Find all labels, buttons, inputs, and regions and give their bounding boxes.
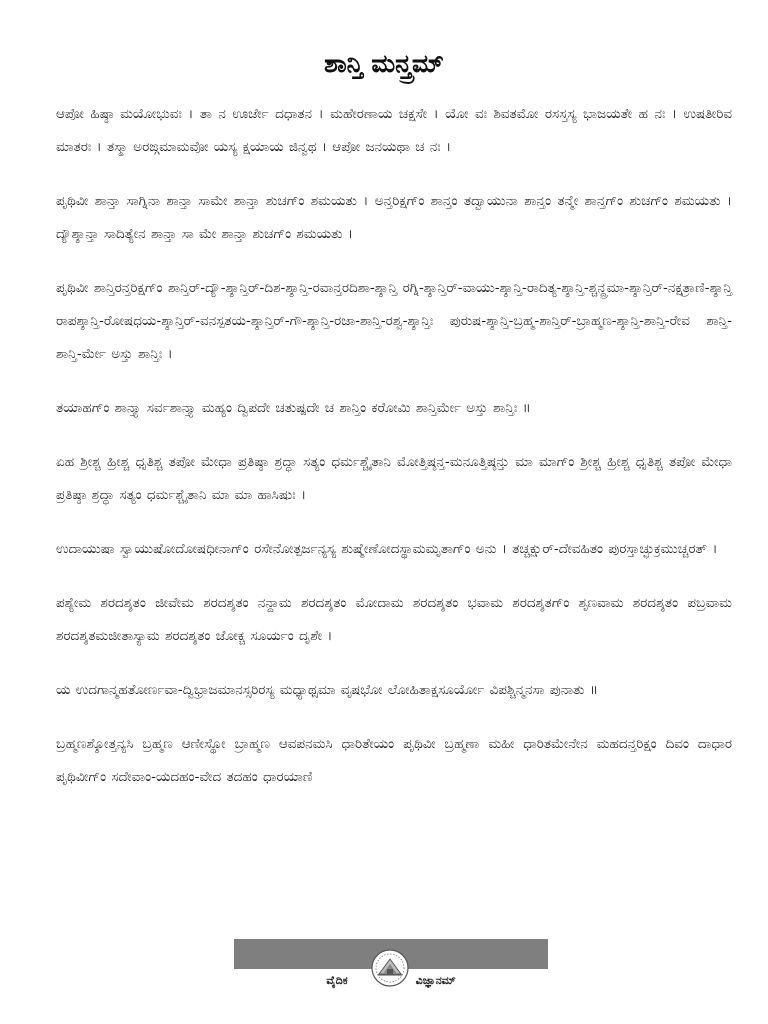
verse-1: ಆಪೋ ಹಿಷ್ಠಾ ಮಯೋಭುವಃ । ತಾ ನ ಊರ್ಜೇ ದಧಾತನ । ಮಹೇರಣಾಯ ಚಕ್ಷಸೇ । ಯೋ ವಃ ಶಿವತಮೋ ರಸಸ್ತಸ್ಯ ಭಾಜಯತೇ ಹ ನಃ । ಉಷತೀರಿವ ಮಾತರಃ । ತಸ್ಮಾ ಅರಙ್ಗಮಾಮವೋ ಯಸ್ಯ ಕ್ಷಯಾಯ ಜಿನ್ವಥ । ಆಪೋ ಜನಯಥಾ ಚ ನಃ । (56, 106, 732, 155)
verse-4: ತಯಾಹಗ್‍ಂ ಶಾನ್ತ್ಯಾ ಸರ್ವಶಾನ್ತ್ಯಾ ಮಹ್ಯಂ ದ್ವಿಪದೇ ಚತುಷ್ಪದೇ ಚ ಶಾನ್ತಿಂ ಕರೋಮಿ ಶಾನ್ತಿರ್ಮೇ ಅಸ್ತು ಶಾನ್ತಿಃ ॥ (56, 400, 531, 416)
verse-8: ಯ ಉದಗಾನ್ಮಹತೋರ್ಣವಾ-ದ್ವಿಭ್ರಾಜಮಾನಸ್ಸರಿರಸ್ಯ ಮಧ್ಯಾಥ್ಸಮಾ ವೃಷಭೋ ಲೋಹಿತಾಕ್ಷಸೂರ್ಯೋ ವಿಪಶ್ಚಿನ್ಮನಸಾ ಪುನಾತು ॥ (56, 682, 598, 698)
verse-3: ಪೃಥಿವೀ ಶಾನ್ತಿರನ್ತರಿಕ್ಷಗ್‍ಂ ಶಾನ್ತಿರ್-ದ್ಯೌ-ಶ್ಶಾನ್ತಿರ್-ದಿಶ-ಶ್ಶಾನ್ತಿ-ರವಾನ್ತರದಿಶಾ-ಶ್ಶಾನ್ತಿ ರಗ್ನಿ-ಶ್ಶಾನ್ತಿರ್-ವಾಯು-ಶ್ಶಾನ್ತಿ-ರಾದಿತ್ಯ-ಶ್ಶಾನ್ತಿ-ಶ್ಚನ್ದ್ರಮಾ-ಶ್ಶಾನ್ತಿರ್-ನಕ್ಷತ್ರಾಣಿ-ಶ್ಶಾನ್ತಿ ರಾಪಶ್ಶಾನ್ತಿ-ರೋಷಧಯ-ಶ್ಶಾನ್ತಿರ್-ವನಸ್ಪತಯ-ಶ್ಶಾನ್ತಿರ್-ಗೌ-ಶ್ಶಾನ್ತಿ-ರಜಾ-ಶಾನ್ತಿ-ರಶ್ವ-ಶ್ಶಾನ್ತಿಃ ಪುರುಷ-ಶ್ಶಾನ್ತಿ-ಬ್ರಹ್ಮ-ಶಾನ್ತಿರ್-ಬ್ರಾಹ್ಮಣ-ಶ್ಶಾನ್ತಿ-ಶಾನ್ತಿ-ರೇವ ಶಾನ್ತಿ-ಶಾನ್ತಿ-ರ್ಮೇ ಅಸ್ತು ಶಾನ್ತಿಃ । (56, 280, 732, 362)
verse-7: ಪಶ್ಯೇಮ ಶರದಶ್ಶತಂ ಜೀವೇಮ ಶರದಶ್ಶತಂ ನನ್ದಾಮ ಶರದಶ್ಶತಂ ಮೋದಾಮ ಶರದಶ್ಶತಂ ಭವಾಮ ಶರದಶ್ಶತಗ್‍ಂ ಶೃಣವಾಮ ಶರದಶ್ಶತಂ ಪಬ್ರವಾಮ ಶರದಶ್ಶತಮಜೀತಾಸ್ಯಾಮ ಶರದಶ್ಶತಂ ಜೋಕ್ಚ ಸೂರ್ಯಂ ದೃಶೇ । (56, 595, 732, 644)
verse-2: ಪೃಥಿವೀ ಶಾನ್ತಾ ಸಾಗ್ನಿನಾ ಶಾನ್ತಾ ಸಾಮೇ ಶಾನ್ತಾ ಶುಚಗ್‍ಂ ಶಮಯತು । ಅನ್ತರಿಕ್ಷಗ್‍ಂ ಶಾನ್ತಂ ತದ್ವಾಯುನಾ ಶಾನ್ತಂ ತನ್ಮೇ ಶಾನ್ತಗ್‍ಂ ಶುಚಗ್‍ಂ ಶಮಯತು । ದ್ಯೌಶ್ಶಾನ್ತಾ ಸಾದಿತ್ಯೇನ ಶಾನ್ತಾ ಸಾ ಮೇ ಶಾನ್ತಾ ಶುಚಗ್‍ಂ ಶಮಯತು । (56, 193, 732, 242)
verse-6: ಉದಾಯುಷಾ ಸ್ವಾಯುಷೋದೋಷಧೀನಾಗ್‍ಂ ರಸೇನೋತ್ಪರ್ಜನ್ಯಸ್ಯ ಶುಷ್ಮೇಣೋದಸ್ಥಾಮಮೃತಾಗ್‍ಂ ಅನು । ತಚ್ಚಕ್ಷುರ್-ದೇವಹಿತಂ ಪುರಸ್ತಾಚ್ಛುಕ್ರಮುಚ್ಚರತ್ । (56, 541, 718, 557)
footer-brand-left: ವೈದಿಕ (326, 974, 348, 987)
verse-9: ಬ್ರಹ್ಮಣಶ್ಶೋತ್ತನ್ಯಸಿ ಬ್ರಹ್ಮಣ ಆಣೀಸ್ಥೋ ಬ್ರಾಹ್ಮಣ ಆವಪನಮಸಿ ಧಾರಿತೇಯಂ ಪೃಥಿವೀ ಬ್ರಹ್ಮಣಾ ಮಹೀ ಧಾರಿತಮೇನೇನ ಮಹದನ್ತರಿಕ್ಷಂ ದಿವಂ ದಾಧಾರ ಪೃಥಿವೀಗ್‍ಂ ಸದೇವಾಂ-ಯದಹಂ-ವೇದ ತದಹಂ ಧಾರಯಾಣಿ (56, 736, 732, 785)
mantra-body (56, 98, 732, 815)
footer-brand-right: ವಿಜ್ಞಾನಮ್ (415, 974, 456, 987)
page-title: ಶಾನ್ತಿ ಮನ್ತ್ರಮ್ (324, 49, 444, 78)
verse-5: ಏಹ ಶ್ರೀಶ್ಚ ಹ್ರೀಶ್ಚ ಧೃತಿಶ್ಚ ತಪೋ ಮೇಧಾ ಪ್ರತಿಷ್ಠಾ ಶ್ರದ್ಧಾ ಸತ್ಯಂ ಧರ್ಮಶ್ಚೈತಾನಿ ಮೋತ್ತಿಷ್ಠನ್ತ-ಮನೂತ್ತಿಷ್ಠನ್ತು ಮಾ ಮಾಗ್‍ಂ ಶ್ರೀಶ್ಚ ಹ್ರೀಶ್ಚ ಧೃತಿಶ್ಚ ತಪೋ ಮೇಧಾ ಪ್ರತಿಷ್ಠಾ ಶ್ರದ್ಧಾ ಸತ್ಯಂ ಧರ್ಮಶ್ಚೈತಾನಿ ಮಾ ಮಾ ಹಾಸಿಷುಃ । (56, 454, 732, 503)
emblem-icon (370, 948, 410, 988)
